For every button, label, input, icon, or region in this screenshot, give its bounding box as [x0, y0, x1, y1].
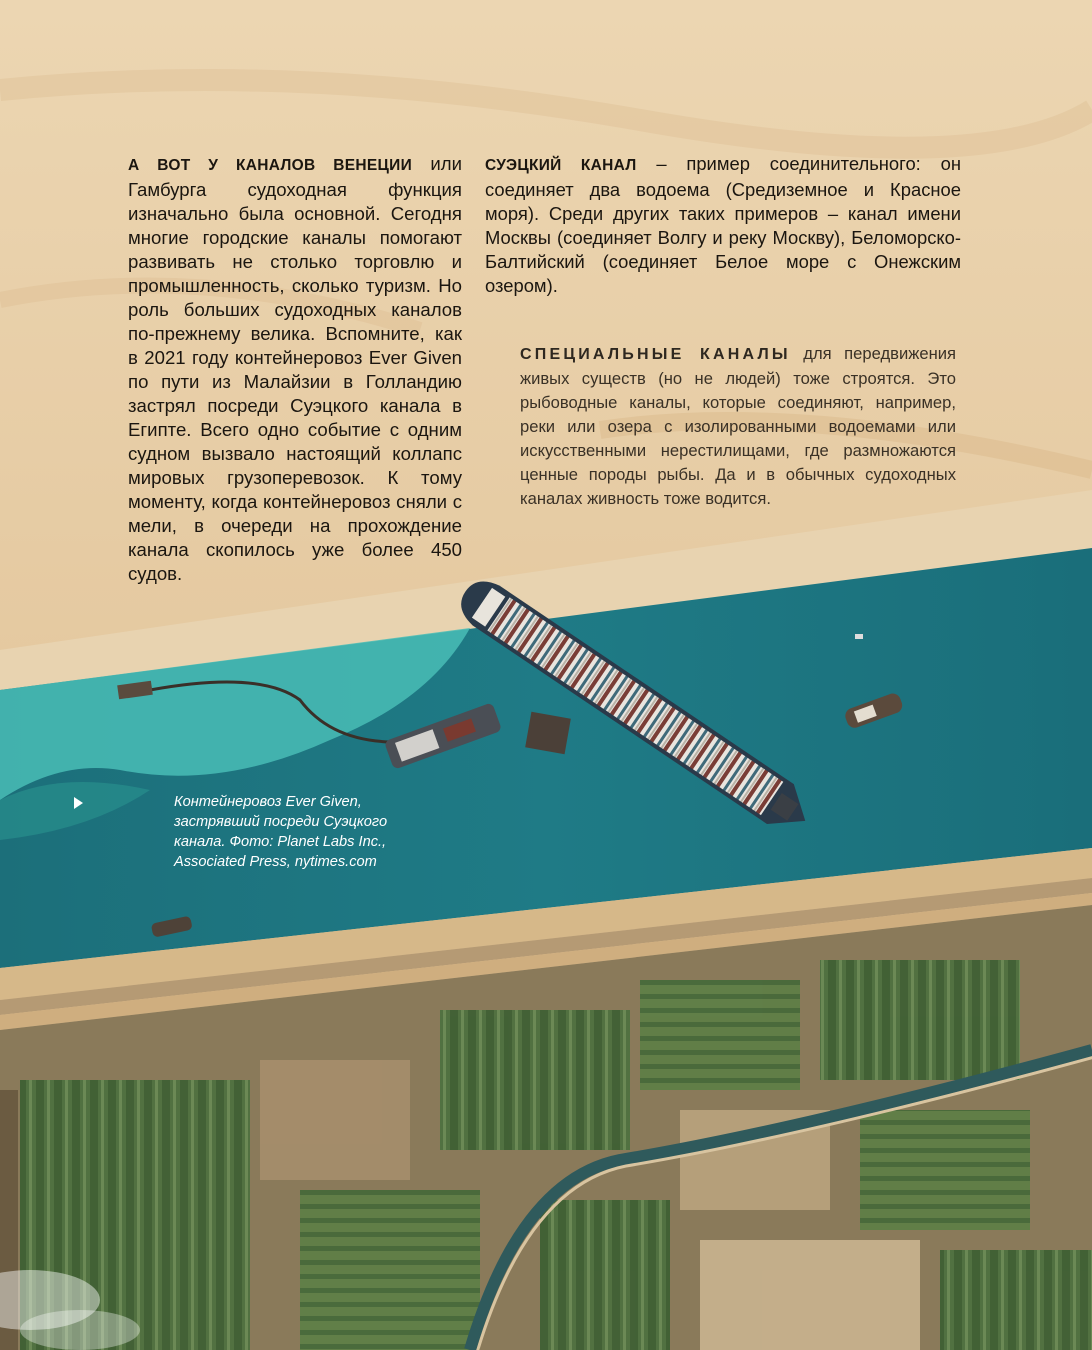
article-special-canals — [520, 342, 956, 511]
body-special-canals: для передвижения живых существ (но не людей) тоже строятся. Это рыбоводные каналы, которые соединяют, например, реки или озера с изолированными водоемами или искусственными нерестилищами, где размножаются ценные породы рыбы. Да и в обычных судоходных каналах живность тоже водится. — [520, 344, 956, 508]
article-column-left — [128, 152, 462, 586]
paragraph-suez — [485, 152, 961, 298]
photo-caption-text: Контейнеровоз Ever Given, застрявший посреди Суэцкого канала. Фото: Planet Labs Inc., Associated Press, nytimes.com — [174, 794, 388, 870]
lead-special-canals: СПЕЦИАЛЬНЫЕ КАНАЛЫ — [520, 346, 791, 363]
body-venice-canals: или Гамбурга судоходная функция изначально была основной. Сегодня многие городские каналы помогают развивать не столько торговлю и промышленность, сколько туризм. Но роль больших судоходных каналов по-прежнему велика. Вспомните, как в 2021 году контейнеровоз Ever Given по пути из Малайзии в Голландию застрял посреди Суэцкого канала в Египте. Всего одно событие с одним судном вызвало настоящий коллапс мировых грузоперевозок. К тому моменту, когда контейнеровоз сняли с мели, в очереди на прохождение канала скопилось уже более 450 судов. — [128, 153, 462, 584]
body-suez-canal: – пример соединительного: он соединяет два водоема (Средиземное и Красное моря). Среди других таких примеров – канал имени Москвы (соединяет Волгу и реку Москву), Беломорско-Балтийский (соединяет Белое море с Онежским озером). — [485, 153, 961, 296]
paragraph-special — [520, 342, 956, 511]
lead-suez-canal: СУЭЦКИЙ КАНАЛ — [485, 157, 637, 174]
paragraph-venice — [128, 152, 462, 586]
lead-venice-canals: А ВОТ У КАНАЛОВ ВЕНЕЦИИ — [128, 157, 413, 174]
caption-arrow-icon — [74, 797, 83, 809]
article-column-right — [485, 152, 961, 298]
